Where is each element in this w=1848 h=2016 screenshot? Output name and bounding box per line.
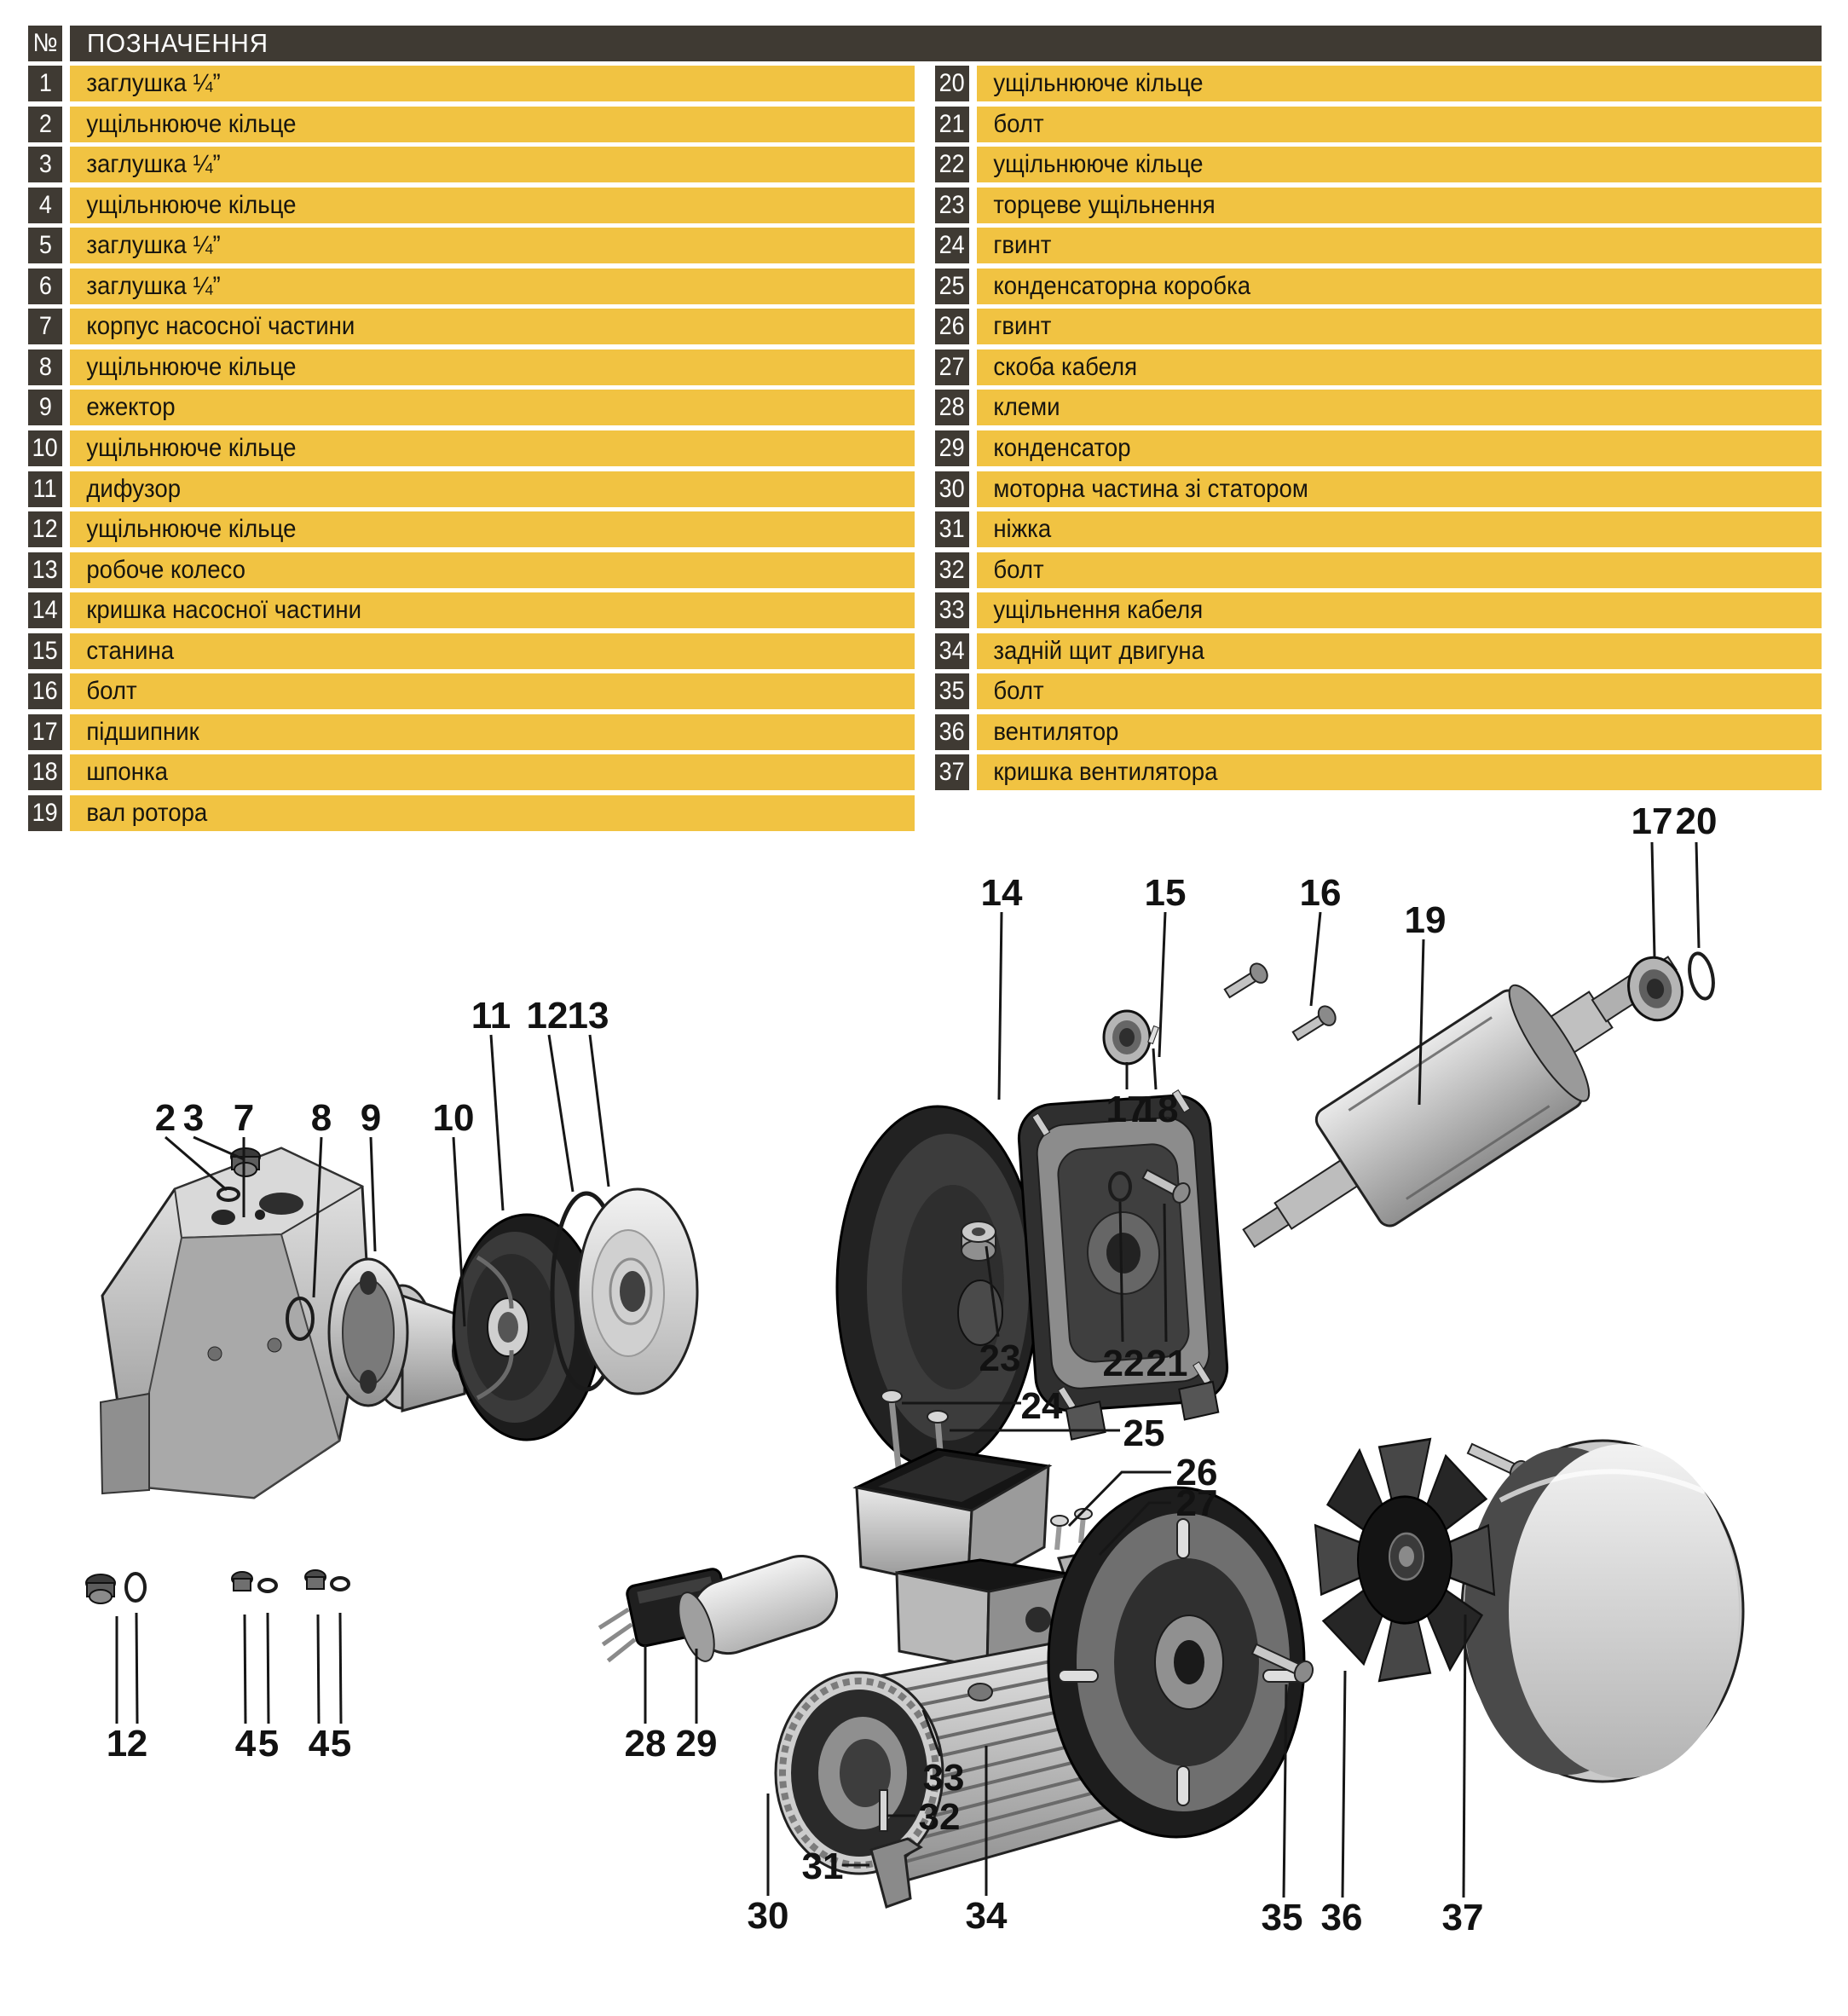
callout-leader-line: [193, 1137, 244, 1159]
callout-number: 2: [154, 1097, 176, 1139]
part-label-cell: вал ротора: [70, 795, 915, 831]
callout-leader-line: [1464, 1615, 1465, 1898]
callout-number: 32: [918, 1796, 961, 1838]
part-bearing-top: [1622, 952, 1689, 1026]
part-capacitor: [672, 1547, 846, 1667]
callout-number: 26: [1175, 1452, 1218, 1493]
callout-leader-line: [1652, 842, 1655, 956]
part-number-cell: 16: [28, 673, 62, 709]
part-number-cell: 15: [28, 633, 62, 669]
part-label-cell: болт: [977, 107, 1822, 142]
part-label-cell: підшипник: [70, 714, 915, 750]
callout-leader-line: [999, 912, 1002, 1100]
callout-number: 37: [1441, 1897, 1484, 1938]
callout-leader-line: [318, 1615, 319, 1724]
callout-number: 4: [308, 1723, 330, 1765]
part-number-cell: 22: [935, 147, 969, 182]
part-rotor-shaft: [1212, 906, 1710, 1296]
part-label-cell: болт: [977, 552, 1822, 588]
part-number-cell: 20: [935, 66, 969, 101]
part-number-cell: 18: [28, 754, 62, 790]
callout-number: 33: [922, 1757, 965, 1799]
part-label-cell: шпонка: [70, 754, 915, 790]
callout-leader-line: [590, 1035, 609, 1187]
part-mechanical-seal: [962, 1222, 996, 1261]
callout-leader-line: [340, 1613, 341, 1724]
header-title-cell: ПОЗНАЧЕННЯ: [70, 26, 1822, 61]
callout-leader-line: [268, 1613, 269, 1724]
part-number-cell: 23: [935, 188, 969, 223]
part-number-cell: 10: [28, 430, 62, 466]
part-label-cell: кришка вентилятора: [977, 754, 1822, 790]
part-number-cell: 14: [28, 592, 62, 628]
callout-number: 23: [979, 1337, 1021, 1379]
part-label-cell: ніжка: [977, 511, 1822, 547]
part-bolt-16: [1221, 961, 1271, 1002]
part-number-cell: 1: [28, 66, 62, 101]
part-number-cell: 4: [28, 188, 62, 223]
part-label-cell: ущільнююче кільце: [70, 511, 915, 547]
callout-number: 7: [233, 1097, 255, 1139]
part-fan-cover: [1462, 1441, 1743, 1782]
part-number-cell: 5: [28, 228, 62, 263]
part-number-cell: 28: [935, 390, 969, 425]
part-number-cell: 8: [28, 349, 62, 385]
part-label-cell: ущільнююче кільце: [70, 430, 915, 466]
part-label-cell: ущільнююче кільце: [977, 147, 1822, 182]
part-label-cell: конденсаторна коробка: [977, 269, 1822, 304]
part-label-cell: моторна частина зі статором: [977, 471, 1822, 507]
callout-number: 11: [471, 995, 511, 1037]
part-label-cell: вентилятор: [977, 714, 1822, 750]
parts-table: [0, 0, 1848, 852]
part-label-cell: корпус насосної частини: [70, 309, 915, 344]
callout-leader-line: [1153, 1048, 1156, 1089]
callout-number: 27: [1175, 1482, 1218, 1524]
part-label-cell: станина: [70, 633, 915, 669]
part-number-cell: 24: [935, 228, 969, 263]
part-label-cell: кришка насосної частини: [70, 592, 915, 628]
part-o-ring-2-lower: [126, 1574, 145, 1601]
part-number-cell: 35: [935, 673, 969, 709]
part-label-cell: ущільнююче кільце: [70, 188, 915, 223]
callout-leader-line: [371, 1137, 375, 1251]
part-diffuser: [453, 1215, 600, 1440]
callout-leader-line: [1311, 912, 1320, 1006]
callout-number: 24: [1020, 1385, 1063, 1427]
part-number-cell: 26: [935, 309, 969, 344]
part-label-cell: задній щит двигуна: [977, 633, 1822, 669]
callout-number: 13: [567, 995, 609, 1037]
part-label-cell: болт: [70, 673, 915, 709]
callout-leader-line: [1696, 842, 1699, 948]
part-number-cell: 29: [935, 430, 969, 466]
callout-number: 36: [1320, 1897, 1363, 1938]
callout-number: 29: [675, 1723, 718, 1765]
part-bearing-middle: [1104, 1011, 1150, 1064]
callout-number: 17: [1631, 800, 1673, 842]
part-label-cell: ущільнення кабеля: [977, 592, 1822, 628]
part-number-cell: 7: [28, 309, 62, 344]
part-number-cell: 30: [935, 471, 969, 507]
callout-number: 4: [234, 1723, 257, 1765]
part-number-cell: 17: [28, 714, 62, 750]
part-label-cell: болт: [977, 673, 1822, 709]
part-number-cell: 32: [935, 552, 969, 588]
part-bolt-32: [880, 1790, 887, 1831]
callout-number: 12: [526, 995, 569, 1037]
part-number-cell: 19: [28, 795, 62, 831]
callout-number: 21: [1146, 1343, 1188, 1384]
part-bolt-4: [232, 1570, 326, 1591]
callout-leader-line: [549, 1035, 573, 1192]
part-number-cell: 6: [28, 269, 62, 304]
part-number-cell: 3: [28, 147, 62, 182]
callout-leader-line: [491, 1035, 503, 1210]
part-number-cell: 34: [935, 633, 969, 669]
part-label-cell: заглушка ¼”: [70, 228, 915, 263]
callout-number: 35: [1261, 1897, 1303, 1938]
part-label-cell: гвинт: [977, 228, 1822, 263]
callout-leader-line: [136, 1613, 137, 1724]
part-label-cell: ущільнююче кільце: [70, 107, 915, 142]
callout-number: 17: [1106, 1089, 1148, 1130]
callout-number: 5: [330, 1723, 352, 1765]
part-label-cell: торцеве ущільнення: [977, 188, 1822, 223]
callout-number: 30: [747, 1895, 789, 1937]
callout-leader-line: [1164, 1204, 1166, 1342]
callout-number: 9: [360, 1097, 382, 1139]
part-number-cell: 9: [28, 390, 62, 425]
part-label-cell: клеми: [977, 390, 1822, 425]
callout-number: 14: [980, 872, 1023, 914]
part-plug-quarter-lower: [86, 1574, 115, 1603]
part-label-cell: конденсатор: [977, 430, 1822, 466]
callout-leader-line: [1159, 912, 1165, 1057]
callout-number: 18: [1136, 1089, 1179, 1130]
part-number-cell: 27: [935, 349, 969, 385]
callout-number: 3: [182, 1097, 205, 1139]
part-label-cell: ежектор: [70, 390, 915, 425]
part-number-cell: 2: [28, 107, 62, 142]
part-number-cell: 37: [935, 754, 969, 790]
part-number-cell: 11: [28, 471, 62, 507]
part-number-cell: 33: [935, 592, 969, 628]
callout-number: 8: [310, 1097, 332, 1139]
callout-number: 15: [1144, 872, 1187, 914]
callout-number: 5: [257, 1723, 280, 1765]
part-label-cell: ущільнююче кільце: [977, 66, 1822, 101]
callout-number: 2: [126, 1723, 148, 1765]
callout-number: 25: [1123, 1412, 1165, 1454]
exploded-view-diagram: [0, 793, 1848, 2016]
part-number-cell: 36: [935, 714, 969, 750]
part-number-cell: 21: [935, 107, 969, 142]
part-o-ring-20: [1686, 951, 1718, 1001]
part-label-cell: робоче колесо: [70, 552, 915, 588]
part-label-cell: скоба кабеля: [977, 349, 1822, 385]
callout-number: 19: [1404, 899, 1447, 941]
part-number-cell: 31: [935, 511, 969, 547]
part-number-cell: 13: [28, 552, 62, 588]
callout-leader-line: [1343, 1671, 1345, 1898]
part-label-cell: гвинт: [977, 309, 1822, 344]
part-label-cell: дифузор: [70, 471, 915, 507]
callout-number: 22: [1102, 1343, 1145, 1384]
part-plug-quarter-upper: [231, 1148, 260, 1176]
part-label-cell: заглушка ¼”: [70, 66, 915, 101]
part-cable-seal: [968, 1684, 992, 1701]
callout-number: 16: [1299, 872, 1342, 914]
part-impeller: [578, 1189, 697, 1394]
callout-number: 34: [965, 1895, 1008, 1937]
callout-number: 31: [801, 1846, 844, 1887]
header-number-cell: №: [28, 26, 62, 61]
part-label-cell: заглушка ¼”: [70, 147, 915, 182]
part-label-cell: ущільнююче кільце: [70, 349, 915, 385]
callout-number: 28: [624, 1723, 667, 1765]
callout-number: 10: [432, 1097, 475, 1139]
part-label-cell: заглушка ¼”: [70, 269, 915, 304]
part-washer-5: [259, 1578, 349, 1591]
part-bolt-16: [1290, 1003, 1339, 1044]
part-rear-shield: [1048, 1487, 1304, 1837]
callout-number: 20: [1675, 800, 1718, 842]
callout-number: 1: [106, 1723, 128, 1765]
part-number-cell: 12: [28, 511, 62, 547]
part-number-cell: 25: [935, 269, 969, 304]
